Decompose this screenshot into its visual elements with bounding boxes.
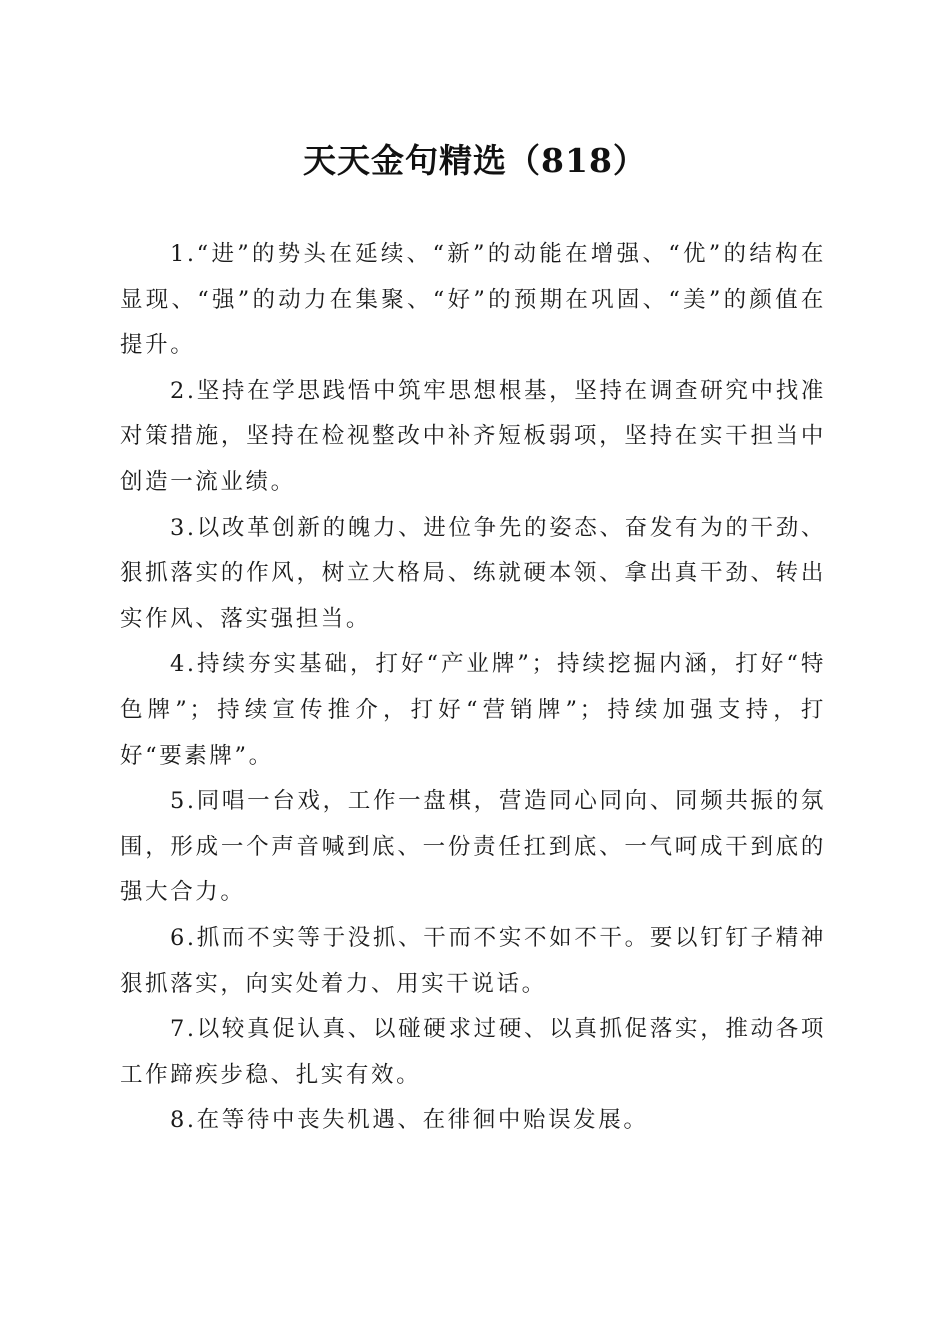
quote-item-4: 4.持续夯实基础，打好“产业牌”；持续挖掘内涵，打好“特色牌”；持续宣传推介，打好“营销牌”；持续加强支持，打好“要素牌”。 (120, 651, 826, 769)
quote-item-8: 8.在等待中丧失机遇、在徘徊中贻误发展。 (170, 1107, 649, 1134)
quote-list (120, 232, 826, 1144)
quote-item-7: 7.以较真促认真、以碰硬求过硬、以真抓促落实，推动各项工作蹄疾步稳、扎实有效。 (120, 1016, 826, 1088)
quote-item-2: 2.坚持在学思践悟中筑牢思想根基，坚持在调查研究中找准对策措施，坚持在检视整改中补齐短板弱项，坚持在实干担当中创造一流业绩。 (120, 377, 826, 495)
page-title: 天天金句精选（818） (303, 141, 647, 180)
quote-item-3: 3.以改革创新的魄力、进位争先的姿态、奋发有为的干劲、狠抓落实的作风，树立大格局、练就硬本领、拿出真干劲、转出实作风、落实强担当。 (120, 514, 826, 632)
quote-item-1: 1.“进”的势头在延续、“新”的动能在增强、“优”的结构在显现、“强”的动力在集聚、“好”的预期在巩固、“美”的颜值在提升。 (120, 241, 826, 359)
quote-item-6: 6.抓而不实等于没抓、干而不实不如不干。要以钉钉子精神狠抓落实，向实处着力、用实干说话。 (120, 924, 826, 997)
quote-item-5: 5.同唱一台戏，工作一盘棋，营造同心同向、同频共振的氛围，形成一个声音喊到底、一份责任扛到底、一气呵成干到底的强大合力。 (120, 788, 826, 906)
